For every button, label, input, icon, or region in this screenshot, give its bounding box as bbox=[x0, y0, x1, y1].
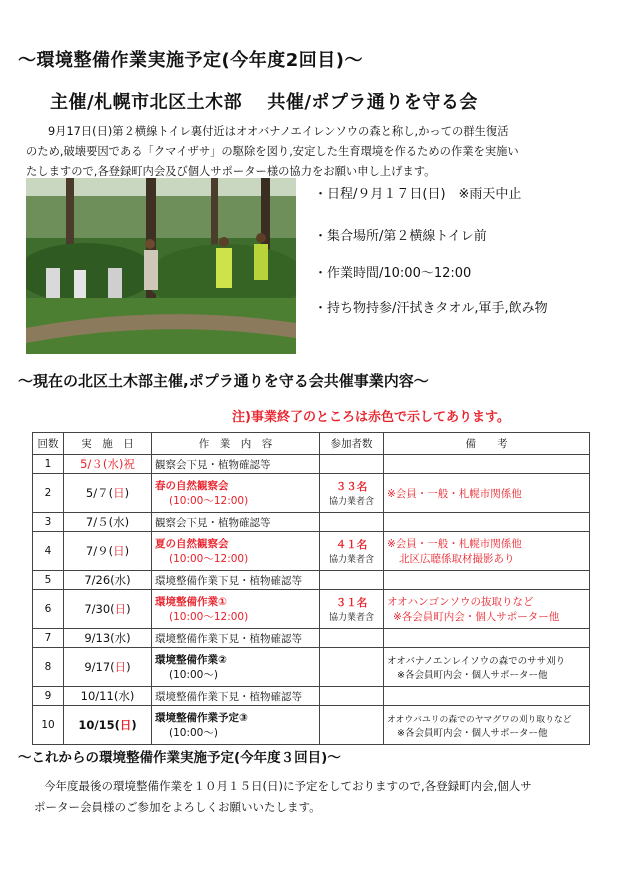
content-time: (10:00～12:00) bbox=[169, 611, 249, 623]
row-remark bbox=[384, 513, 590, 532]
row-content bbox=[152, 532, 320, 571]
date-part: 7/26( bbox=[84, 573, 115, 587]
table-row bbox=[33, 513, 590, 532]
table-row bbox=[33, 706, 590, 745]
date-weekday: 日 bbox=[113, 544, 125, 558]
closing-line: 今年度最後の環境整備作業を１０月１５日(日)に予定をしておりますので,各登録町内会,個人サ bbox=[44, 779, 532, 793]
table-row bbox=[33, 590, 590, 629]
page-title: ～環境整備作業実施予定(今年度2回目)～ bbox=[18, 50, 363, 71]
row-number: 4 bbox=[33, 532, 64, 571]
table-row bbox=[33, 474, 590, 513]
date-part: 7/５( bbox=[85, 515, 114, 529]
row-number: 6 bbox=[33, 590, 64, 629]
row-number: 8 bbox=[33, 648, 64, 687]
row-date bbox=[64, 629, 152, 648]
header-cell: 備 考 bbox=[384, 433, 590, 455]
remark-line: オオハンゴンソウの抜取りなど bbox=[387, 596, 534, 608]
row-number: 5 bbox=[33, 571, 64, 590]
date-weekday: 水 bbox=[113, 515, 125, 529]
section2-title: ～現在の北区土木部主催,ポプラ通りを守る会共催事業内容～ bbox=[18, 372, 429, 390]
closing-paragraph bbox=[34, 776, 600, 818]
row-count bbox=[320, 648, 384, 687]
info-items: ・持ち物持参/汗拭きタオル,軍手,飲み物 bbox=[314, 301, 548, 316]
date-part: 7/30( bbox=[84, 602, 115, 616]
row-date bbox=[64, 513, 152, 532]
row-count bbox=[320, 706, 384, 745]
row-number: 9 bbox=[33, 687, 64, 706]
date-weekday: 水 bbox=[114, 573, 127, 587]
remark-line: ※各会員町内会・個人サポーター他 bbox=[393, 611, 560, 623]
row-content: 観察会下見・植物確認等 bbox=[152, 513, 320, 532]
date-part: )祝 bbox=[118, 457, 135, 471]
count-note: 協力業者含 bbox=[328, 497, 374, 507]
remark-line: オオウバユリの森でのヤマグワの刈り取りなど bbox=[387, 714, 572, 725]
row-count bbox=[320, 532, 384, 571]
info-place: ・集合場所/第２横線トイレ前 bbox=[314, 229, 487, 244]
row-content bbox=[152, 648, 320, 687]
table-row bbox=[33, 455, 590, 474]
intro-line: のため,破壊要因である「クマイザサ」の駆除を図り,安定した生育環境を作るための作業を実施い bbox=[26, 145, 519, 158]
content-title: 環境整備作業② bbox=[155, 654, 227, 666]
row-remark bbox=[384, 687, 590, 706]
row-date bbox=[64, 590, 152, 629]
date-part: 9/17( bbox=[84, 660, 115, 674]
row-number: 7 bbox=[33, 629, 64, 648]
row-content: 観察会下見・植物確認等 bbox=[152, 455, 320, 474]
intro-paragraph bbox=[26, 122, 598, 182]
intro-line: たしますので,各登録町内会及び個人サポーター様の協力をお願い申し上げます。 bbox=[26, 165, 436, 178]
count-value: ３１名 bbox=[335, 597, 368, 609]
date-part: 10/15( bbox=[78, 718, 120, 732]
content-time: (10:00～) bbox=[169, 669, 218, 681]
intro-line: 9月17日(日)第２横線トイレ裏付近はオオバナノエイレンソウの森と称し,かっての群生復活 bbox=[48, 125, 509, 138]
row-content: 環境整備作業下見・植物確認等 bbox=[152, 629, 320, 648]
remark-line: ※会員・一般・札幌市関係他 bbox=[387, 538, 522, 550]
count-value: ４１名 bbox=[335, 539, 368, 551]
date-part: ) bbox=[129, 689, 135, 703]
date-part: ) bbox=[126, 573, 131, 587]
row-count bbox=[320, 571, 384, 590]
row-date bbox=[64, 706, 152, 745]
date-part: ) bbox=[124, 515, 130, 529]
row-content: 環境整備作業下見・植物確認等 bbox=[152, 687, 320, 706]
date-part: 10/11( bbox=[80, 689, 119, 703]
date-weekday: 水 bbox=[114, 631, 127, 645]
row-content bbox=[152, 706, 320, 745]
date-part: ) bbox=[126, 631, 131, 645]
row-count bbox=[320, 455, 384, 474]
count-note: 協力業者含 bbox=[328, 555, 374, 565]
info-time: ・作業時間/10:00～12:00 bbox=[314, 266, 472, 281]
date-part: ) bbox=[124, 486, 130, 500]
header-cell: 回数 bbox=[33, 433, 64, 455]
table-row bbox=[33, 571, 590, 590]
count-note: 協力業者含 bbox=[328, 613, 374, 623]
row-remark bbox=[384, 571, 590, 590]
table-row bbox=[33, 532, 590, 571]
row-date bbox=[64, 648, 152, 687]
content-time: (10:00～) bbox=[169, 727, 218, 739]
row-remark bbox=[384, 629, 590, 648]
remark-line: ※各会員町内会・個人サポーター他 bbox=[397, 670, 548, 681]
date-part: 5/７( bbox=[85, 486, 114, 500]
schedule-table bbox=[32, 432, 590, 745]
closing-line: ポーター会員様のご参加をよろしくお願いいたします。 bbox=[34, 800, 321, 814]
table-row bbox=[33, 629, 590, 648]
info-date: ・日程/９月１７日(日) ※雨天中止 bbox=[314, 187, 522, 202]
content-title: 環境整備作業① bbox=[155, 596, 227, 608]
row-number: 2 bbox=[33, 474, 64, 513]
remark-line: ※各会員町内会・個人サポーター他 bbox=[397, 727, 548, 739]
content-title: 環境整備作業予定③ bbox=[155, 712, 248, 724]
date-part: 5/３( bbox=[80, 457, 108, 471]
row-date bbox=[64, 474, 152, 513]
date-part: ) bbox=[131, 718, 137, 732]
row-number: 10 bbox=[33, 706, 64, 745]
organizers-heading: 主催/札幌市北区土木部 共催/ポプラ通りを守る会 bbox=[50, 92, 478, 113]
date-part: ) bbox=[126, 660, 131, 674]
date-weekday: 日 bbox=[114, 602, 127, 616]
date-weekday: 水 bbox=[107, 457, 119, 471]
content-time: (10:00～12:00) bbox=[169, 495, 249, 507]
date-part: 9/13( bbox=[84, 631, 115, 645]
section3-title: ～これからの環境整備作業実施予定(今年度３回目)～ bbox=[18, 750, 341, 766]
row-number: 1 bbox=[33, 455, 64, 474]
row-remark bbox=[384, 648, 590, 687]
completion-note: 注)事業終了のところは赤色で示してあります。 bbox=[232, 410, 510, 425]
row-date bbox=[64, 687, 152, 706]
remark-line: 北区広聴係取材撮影あり bbox=[399, 553, 515, 565]
remark-line: オオバナノエンレイソウの森でのササ刈り bbox=[387, 656, 566, 667]
row-count bbox=[320, 513, 384, 532]
header-cell: 参加者数 bbox=[320, 433, 384, 455]
row-count bbox=[320, 687, 384, 706]
date-weekday: 日 bbox=[113, 486, 125, 500]
row-content bbox=[152, 474, 320, 513]
header-cell: 作 業 内 容 bbox=[152, 433, 320, 455]
row-remark bbox=[384, 474, 590, 513]
row-count bbox=[320, 474, 384, 513]
date-weekday: 日 bbox=[114, 660, 127, 674]
header-cell: 実 施 日 bbox=[64, 433, 152, 455]
row-number: 3 bbox=[33, 513, 64, 532]
table-row bbox=[33, 687, 590, 706]
date-part: ) bbox=[124, 544, 130, 558]
date-weekday: 日 bbox=[119, 718, 132, 732]
content-time: (10:00～12:00) bbox=[169, 553, 249, 565]
remark-line: ※会員・一般・札幌市関係他 bbox=[387, 487, 522, 500]
row-content bbox=[152, 590, 320, 629]
row-date bbox=[64, 532, 152, 571]
row-remark bbox=[384, 532, 590, 571]
row-remark bbox=[384, 455, 590, 474]
content-title: 夏の自然観察会 bbox=[155, 538, 229, 550]
table-row bbox=[33, 648, 590, 687]
volunteers-photo bbox=[26, 178, 296, 354]
date-part: ) bbox=[126, 602, 131, 616]
content-title: 春の自然観察会 bbox=[155, 480, 229, 492]
row-count bbox=[320, 629, 384, 648]
row-remark bbox=[384, 706, 590, 745]
row-date bbox=[64, 571, 152, 590]
row-content: 環境整備作業下見・植物確認等 bbox=[152, 571, 320, 590]
row-remark bbox=[384, 590, 590, 629]
row-count bbox=[320, 590, 384, 629]
table-header-row bbox=[33, 433, 590, 455]
count-value: ３３名 bbox=[335, 481, 368, 493]
date-part: 7/９( bbox=[85, 544, 114, 558]
date-weekday: 水 bbox=[118, 689, 130, 703]
row-date bbox=[64, 455, 152, 474]
